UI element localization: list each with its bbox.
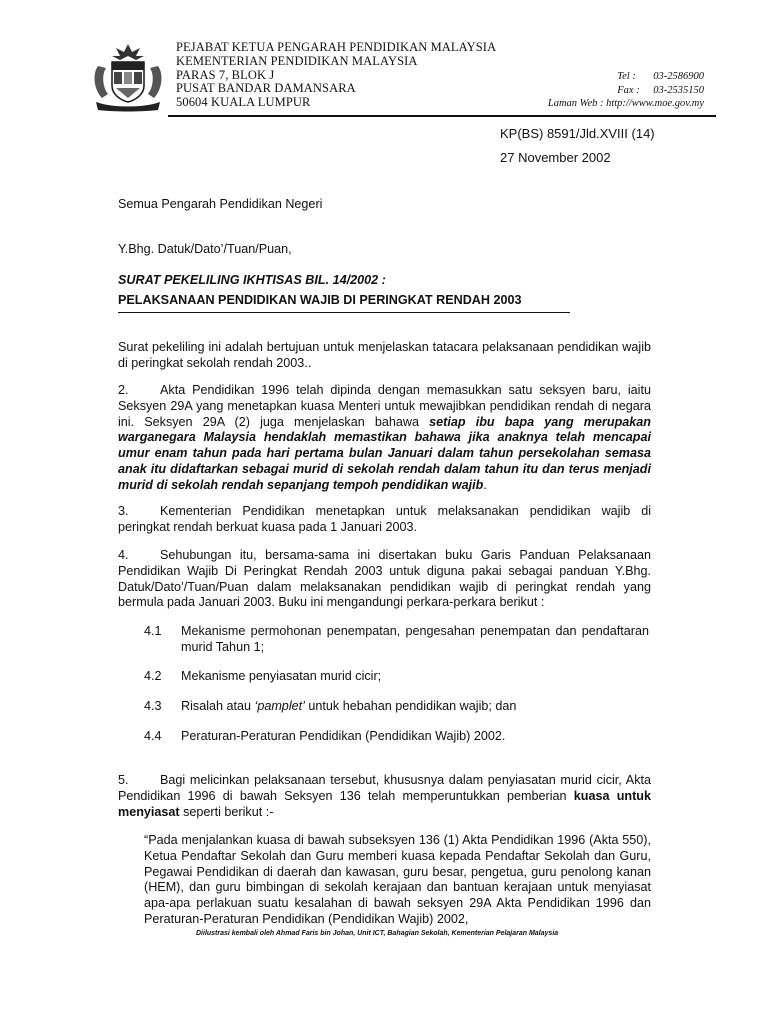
list-item (144, 669, 651, 685)
paragraph-text: . (483, 477, 487, 492)
item-text (181, 699, 649, 715)
circular-title: SURAT PEKELILING IKHTISAS BIL. 14/2002 : (118, 273, 386, 287)
paragraph-emphasis: setiap ibu bapa yang merupakan warganegara Malaysia hendaklah memastikan bahawa jika anaknya telah mencapai umur enam tahun pada hari pertama bulan Januari dalam tahun persekolahan semasa anak itu didaftarkan sebagai murid di sekolah rendah dalam tahun itu dan terus menjadi murid di sekolah rendah sepanjang tempoh pendidikan wajib (118, 414, 651, 492)
item-text: Mekanisme permohonan penempatan, pengesahan penempatan dan pendaftaran murid Tahun 1; (181, 624, 649, 654)
paragraph-number: 4. (118, 548, 129, 562)
item-number: 4.2 (144, 669, 162, 683)
address-line: PEJABAT KETUA PENGARAH PENDIDIKAN MALAYSIA (176, 40, 497, 54)
fax-value: 03-2535150 (653, 84, 704, 96)
title-underline (118, 312, 570, 313)
paragraph-2 (118, 383, 651, 494)
web-line: Laman Web : http://www.moe.gov.my (547, 98, 704, 109)
letterhead-contact (548, 70, 704, 111)
circular-subject: PELAKSANAAN PENDIDIKAN WAJIB DI PERINGKAT RENDAH 2003 (118, 293, 522, 307)
paragraph-text: Kementerian Pendidikan menetapkan untuk melaksanakan pendidikan wajib di peringkat rendah berkuat kuasa pada 1 Januari 2003. (118, 504, 651, 534)
item-number: 4.4 (144, 729, 162, 743)
footer-credit: Diilustrasi kembali oleh Ahmad Faris bin Johan, Unit ICT, Bahagian Sekolah, Kementerian Pelajaran Malaysia (196, 930, 559, 937)
paragraph-text: seperti berikut :- (179, 804, 274, 819)
tel-label: Tel : (617, 71, 636, 82)
item-text-part: untuk hebahan pendidikan wajib; dan (304, 699, 517, 713)
fax-line (548, 84, 704, 98)
item-text-italic: ‘pamplet’ (254, 699, 305, 713)
address-line: PUSAT BANDAR DAMANSARA (176, 81, 356, 96)
item-number: 4.1 (144, 624, 162, 638)
address-line: PARAS 7, BLOK J (176, 67, 275, 82)
reference-block (500, 122, 655, 170)
paragraph-emphasis: kuasa untuk menyiasat (118, 788, 651, 819)
coat-of-arms-logo (88, 40, 168, 112)
paragraph-text: Akta Pendidikan 1996 telah dipinda dengan memasukkan satu seksyen baru, iaitu Seksyen 29A yang menetapkan kuasa Menteri untuk mewajibkan pendidikan rendah di negara ini. Seksyen 29A (2) juga menjelaskan bahawa (118, 383, 651, 429)
paragraph-number: 5. (118, 773, 129, 787)
tel-value: 03-2586900 (653, 71, 704, 82)
list-item (144, 624, 651, 656)
item-text: Mekanisme penyiasatan murid cicir; (181, 669, 382, 683)
paragraph-text: Sehubungan itu, bersama-sama ini disertakan buku Garis Panduan Pelaksanaan Pendidikan Wajib Di Peringkat Rendah 2003 untuk diguna pakai sebagai panduan Y.Bhg. Datuk/Dato’/Tuan/Puan dalam melaksanakan pendidikan wajib di peringkat rendah yang bermula pada Januari 2003. Buku ini mengandungi perkara-perkara berikut : (118, 548, 651, 610)
salutation: Y.Bhg. Datuk/Dato’/Tuan/Puan, (118, 242, 292, 256)
quoted-provision: “Pada menjalankan kuasa di bawah subseksyen 136 (1) Akta Pendidikan 1996 (Akta 550), Ketua Pendaftar Sekolah dan Guru memberi kuasa kepada Pendaftar Sekolah dan Guru, Pegawai Pendidikan di daerah dan kawasan, guru besar, pengetua, guru penolong kanan (HEM), dan guru bimbingan di sekolah kerajaan dan bantuan kerajaan untuk menyiasat apa-apa perlakuan suatu kesalahan di bawah seksyen 29A Akta Pendidikan 1996 dan Peraturan-Peraturan Pendidikan (Pendidikan Wajib) 2002, (144, 833, 651, 926)
paragraph-number: 3. (118, 504, 129, 518)
paragraph-4 (118, 548, 651, 611)
paragraph-5 (118, 773, 651, 820)
letterhead-address (176, 41, 496, 110)
item-number: 4.3 (144, 699, 162, 713)
letter-date: 27 November 2002 (500, 150, 611, 165)
address-line: 50604 KUALA LUMPUR (176, 95, 311, 110)
item-text: Peraturan-Peraturan Pendidikan (Pendidikan Wajib) 2002. (181, 729, 506, 743)
item-text-part: Risalah atau (181, 699, 255, 713)
paragraph-number: 2. (118, 383, 129, 397)
address-line: KEMENTERIAN PENDIDIKAN MALAYSIA (176, 53, 418, 68)
reference-number: KP(BS) 8591/Jld.XVIII (14) (500, 126, 655, 141)
list-item (144, 699, 651, 715)
recipient: Semua Pengarah Pendidikan Negeri (118, 197, 323, 211)
tel-line (548, 70, 704, 84)
paragraph-3 (118, 504, 651, 536)
letterhead-divider (168, 115, 716, 117)
fax-label: Fax : (617, 84, 640, 96)
paragraph-text: Bagi melicinkan pelaksanaan tersebut, khususnya dalam penyiasatan murid cicir, Akta Pendidikan 1996 di bawah Seksyen 136 telah memperuntukkan pemberian (118, 773, 651, 803)
list-item (144, 729, 651, 745)
paragraph-1: Surat pekeliling ini adalah bertujuan untuk menjelaskan tatacara pelaksanaan pendidikan wajib di peringkat sekolah rendah 2003.. (118, 340, 651, 370)
